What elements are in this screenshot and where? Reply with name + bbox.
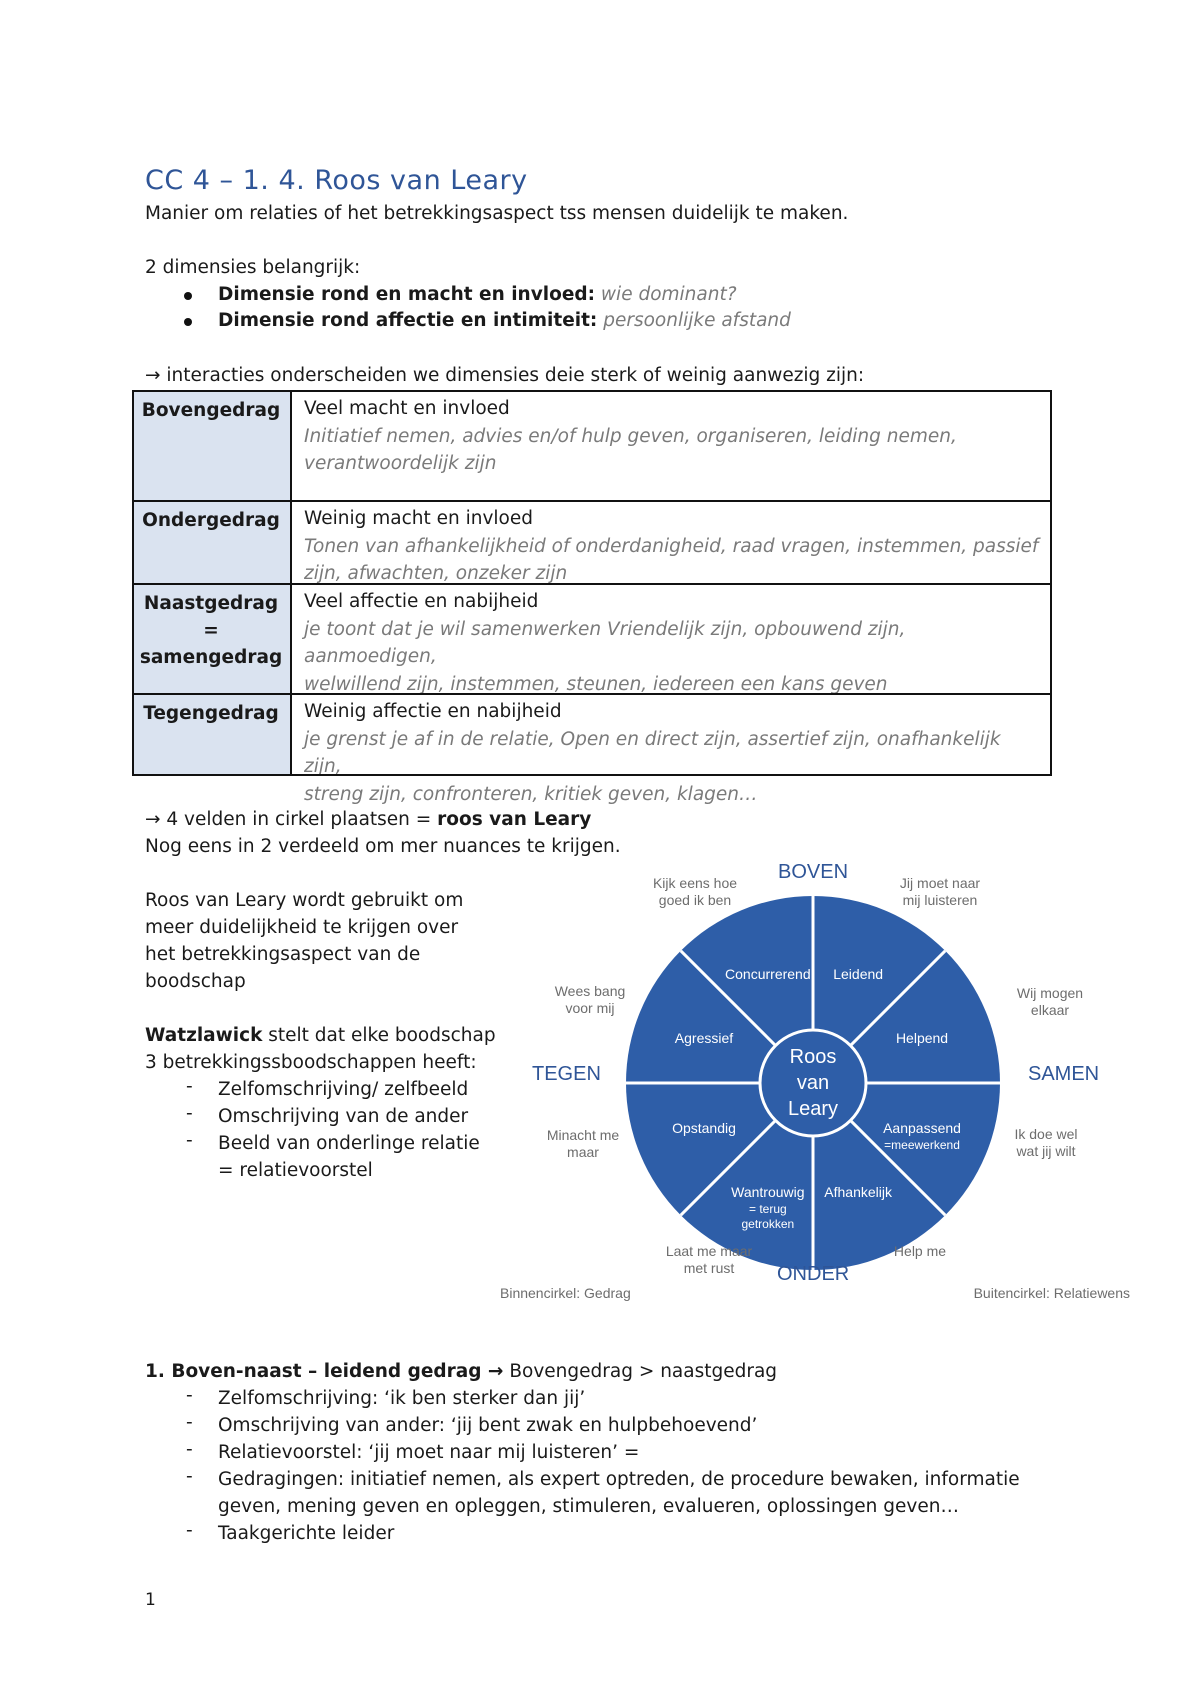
row-label: Naastgedrag = samengedrag	[132, 585, 290, 693]
list-item: Taakgerichte leider	[218, 1523, 395, 1544]
list-item: Gedragingen: initiatief nemen, als expert optreden, de procedure bewaken, informatie	[218, 1469, 1020, 1490]
table-row	[132, 500, 1052, 583]
dimension-item	[218, 281, 737, 308]
center-label: Leary	[787, 1098, 839, 1120]
bullet-icon	[184, 318, 192, 326]
page-number: 1	[145, 1590, 156, 1610]
dimension-note: wie dominant?	[600, 284, 737, 305]
dimensions-lead: 2 dimensies belangrijk:	[145, 257, 361, 278]
segment-sublabel: = terug	[748, 1202, 787, 1217]
page-title: CC 4 – 1. 4. Roos van Leary	[145, 165, 528, 196]
usage-line: boodschap	[145, 971, 246, 992]
outer-label: Laat me maar met rust	[665, 1243, 753, 1276]
list-item-cont: geven, mening geven en opleggen, stimuleren, evalueren, oplossingen geven…	[218, 1496, 959, 1517]
segment-label: Afhankelijk	[824, 1184, 893, 1201]
footer-left: Binnencirkel: Gedrag	[500, 1285, 631, 1301]
dash-icon: -	[186, 1103, 193, 1124]
segment-sublabel: getrokken	[741, 1217, 795, 1232]
outer-label: Ik doe wel wat jij wilt	[1014, 1126, 1078, 1159]
dash-icon: -	[186, 1466, 193, 1487]
outer-label: Wij mogen elkaar	[1016, 985, 1084, 1018]
circle-intro: → 4 velden in cirkel plaatsen = roos van Leary	[145, 809, 592, 830]
direction-left: TEGEN	[532, 1063, 601, 1085]
dash-icon: -	[186, 1439, 193, 1460]
direction-top: BOVEN	[778, 861, 849, 883]
list-item: Relatievoorstel: ‘jij moet naar mij luisteren’ =	[218, 1442, 640, 1463]
segment-label: Opstandig	[672, 1120, 736, 1137]
list-item: Omschrijving van ander: ‘jij bent zwak en hulpbehoevend’	[218, 1415, 758, 1436]
row-sub: welwillend zijn, instemmen, steunen, iedereen een kans geven	[304, 673, 888, 695]
outer-label: Help me	[893, 1243, 947, 1259]
list-item: Zelfomschrijving/ zelfbeeld	[218, 1079, 469, 1100]
segment-label: Leidend	[833, 965, 884, 982]
table-row	[132, 390, 1052, 500]
dimension-item	[218, 307, 791, 334]
row-main: Veel affectie en nabijheid	[304, 591, 539, 612]
watzlawick-line: Watzlawick stelt dat elke boodschap	[145, 1025, 496, 1046]
segment-sublabel: =meewerkend	[884, 1138, 960, 1153]
direction-right: SAMEN	[1028, 1063, 1100, 1085]
leary-rose-diagram	[500, 855, 1140, 1315]
dash-icon: -	[186, 1520, 193, 1541]
dash-icon: -	[186, 1412, 193, 1433]
intro-text: Manier om relaties of het betrekkingsaspect tss mensen duidelijk te maken.	[145, 203, 849, 224]
row-label: Ondergedrag	[132, 502, 290, 583]
list-item: Omschrijving van de ander	[218, 1106, 469, 1127]
row-sub: zijn, afwachten, onzeker zijn	[304, 563, 568, 584]
dimension-name: Dimensie rond affectie en intimiteit:	[218, 310, 598, 331]
usage-line: meer duidelijkheid te krijgen over	[145, 917, 459, 938]
list-item: Zelfomschrijving: ‘ik ben sterker dan jij’	[218, 1388, 586, 1409]
segment-label: Helpend	[895, 1029, 949, 1046]
watzlawick-line-2: 3 betrekkingssboodschappen heeft:	[145, 1052, 477, 1073]
section1-heading: 1. Boven-naast – leidend gedrag → Bovengedrag > naastgedrag	[145, 1361, 778, 1382]
row-sub: je toont dat je wil samenwerken Vriendelijk zijn, opbouwend zijn, aanmoedigen,	[304, 618, 906, 667]
dimension-note: persoonlijke afstand	[603, 310, 791, 331]
interactions-text: → interacties onderscheiden we dimensies deie sterk of weinig aanwezig zijn:	[145, 365, 865, 386]
dimension-name: Dimensie rond en macht en invloed:	[218, 284, 596, 305]
bullet-icon	[184, 292, 192, 300]
segment-label: Agressief	[674, 1029, 734, 1046]
outer-label: Kijk eens hoe goed ik ben	[652, 875, 738, 908]
behavior-table	[132, 390, 1052, 805]
row-sub: verantwoordelijk zijn	[304, 453, 497, 474]
center-label: Roos	[789, 1046, 837, 1068]
outer-label: Jij moet naar mij luisteren	[899, 875, 981, 908]
usage-line: Roos van Leary wordt gebruikt om	[145, 890, 464, 911]
row-main: Weinig macht en invloed	[304, 508, 533, 529]
list-item-cont: = relatievoorstel	[218, 1160, 373, 1181]
footer-right: Buitencirkel: Relatiewens	[973, 1285, 1130, 1301]
dash-icon: -	[186, 1130, 193, 1151]
row-sub: Tonen van afhankelijkheid of onderdanigheid, raad vragen, instemmen, passief	[304, 535, 1039, 557]
circle-intro-2: Nog eens in 2 verdeeld om mer nuances te krijgen.	[145, 836, 621, 857]
direction-bottom: ONDER	[777, 1263, 850, 1285]
row-main: Veel macht en invloed	[304, 398, 510, 419]
table-row	[132, 583, 1052, 693]
segment-label: Concurrerend	[725, 965, 811, 982]
row-main: Weinig affectie en nabijheid	[304, 701, 562, 722]
list-item: Beeld van onderlinge relatie	[218, 1133, 480, 1154]
outer-label: Wees bang voor mij	[554, 983, 626, 1016]
usage-line: het betrekkingsaspect van de	[145, 944, 421, 965]
dash-icon: -	[186, 1076, 193, 1097]
row-sub: Initiatief nemen, advies en/of hulp geven, organiseren, leiding nemen,	[304, 425, 957, 447]
segment-label: Aanpassend	[883, 1120, 961, 1137]
center-label: van	[796, 1072, 830, 1094]
dash-icon: -	[186, 1385, 193, 1406]
row-sub: streng zijn, confronteren, kritiek geven, klagen…	[304, 783, 758, 805]
table-row	[132, 693, 1052, 805]
outer-label: Minacht me maar	[546, 1127, 620, 1160]
segment-label: Wantrouwig	[731, 1184, 805, 1201]
row-label: Bovengedrag	[132, 392, 290, 500]
row-sub: je grenst je af in de relatie, Open en direct zijn, assertief zijn, onafhankelijk zijn,	[304, 728, 1001, 777]
row-label: Tegengedrag	[132, 695, 290, 776]
